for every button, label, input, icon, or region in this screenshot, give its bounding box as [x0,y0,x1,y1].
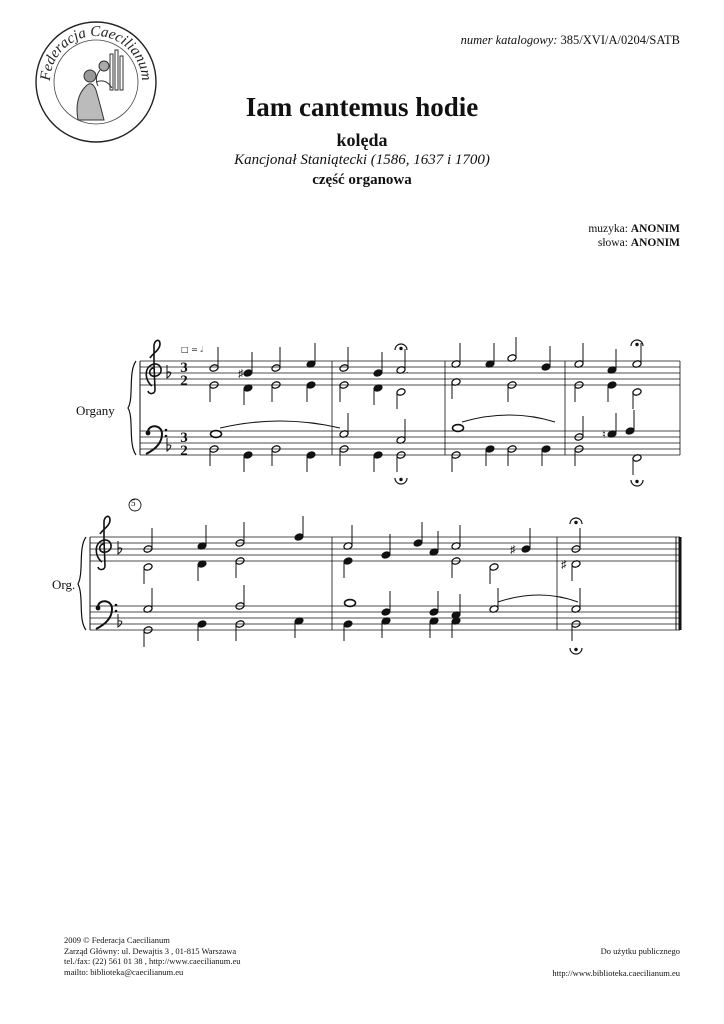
measure-number: 5 [131,498,136,508]
svg-text:♯: ♯ [561,559,567,571]
footer-public-use: Do użytku publicznego [600,946,680,956]
piece-source: Kancjonał Staniątecki (1586, 1637 i 1700) [234,152,490,168]
catalog-value: 385/XVI/A/0204/SATB [560,33,680,47]
music-label: muzyka: [588,223,628,235]
footer-library-url[interactable]: http://www.biblioteka.caecilianum.eu [552,967,680,978]
piece-title: Iam cantemus hodie [245,92,479,122]
svg-text:♯: ♯ [510,544,516,556]
system-2 [78,537,680,630]
svg-text:.: . [406,365,409,375]
footer-email[interactable]: mailto: biblioteka@caecilianum.eu [64,966,184,977]
svg-text:3: 3 [180,360,188,376]
svg-text:3: 3 [180,430,188,446]
words-label: słowa: [597,237,628,249]
footer-copyright: 2009 © Federacja Caecilianum [64,935,170,945]
system-1-bass-notes [209,410,643,486]
svg-text:♯: ♯ [238,368,244,380]
music-value: ANONIM [630,223,680,235]
svg-text:2: 2 [180,373,188,389]
words-value: ANONIM [630,237,680,249]
part-name: część organowa [312,172,412,188]
footer-address: Zarząd Główny: ul. Dewajtis 3 , 01-815 Warszawa [64,945,237,956]
footer-phone: tel./fax: (22) 561 01 38 , http://www.caecilianum.eu [64,956,241,966]
svg-text:□ = 𝅗𝅥: □ = 𝅗𝅥 [181,345,203,354]
catalog-label: numer katalogowy: [460,33,558,47]
svg-text:♮: ♮ [602,429,606,441]
footer-usage [552,946,680,978]
system-2-treble-notes [143,516,582,584]
instrument-name-short: Org. [52,577,76,592]
footer-contact [64,935,241,977]
instrument-name-full: Organy [76,403,115,418]
svg-text:2: 2 [180,443,188,459]
system-2-bass-notes [143,585,582,654]
svg-text:Federacja Caecilianum: Federacja Caecilianum [37,23,155,82]
piece-subtitle: kolęda [336,130,388,150]
